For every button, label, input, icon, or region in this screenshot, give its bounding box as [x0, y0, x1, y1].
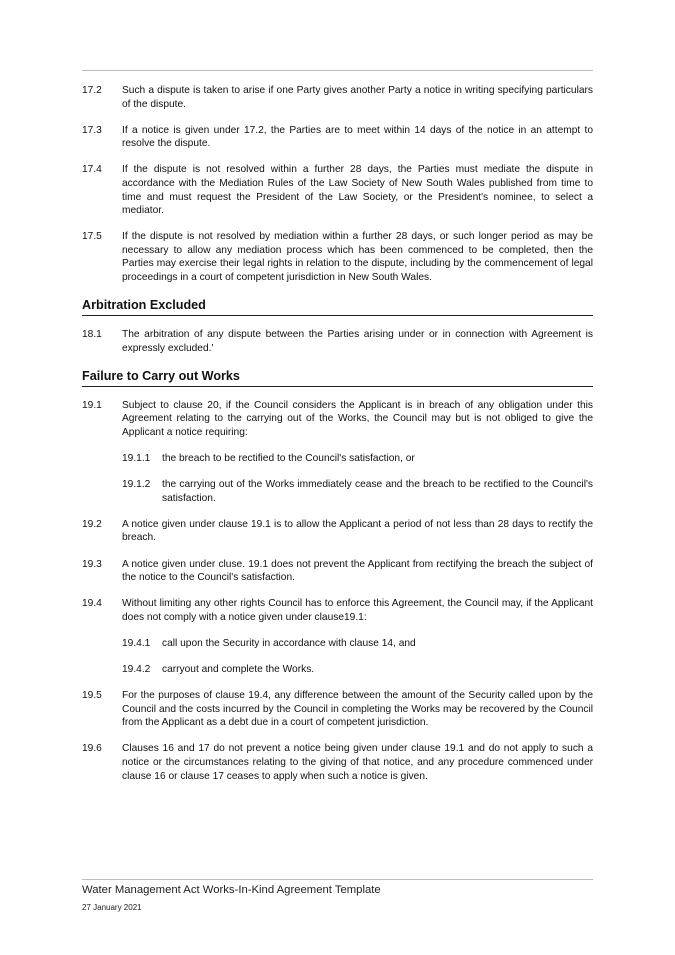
footer-date: 27 January 2021 — [82, 903, 142, 912]
clause-19-6 — [82, 742, 593, 783]
clause-19-4 — [82, 597, 593, 624]
clause-19-1-2 — [82, 478, 593, 505]
clause-text: A notice given under clause 19.1 is to allow the Applicant a period of not less than 28 days to rectify the breach. — [122, 518, 593, 544]
clause-text: Without limiting any other rights Council has to enforce this Agreement, the Council may, if the Applicant does not comply with a notice given under clause19.1: — [122, 598, 593, 623]
clause-19-1 — [82, 399, 593, 440]
clause-number: 19.5 — [82, 690, 102, 702]
subclause-text: the breach to be rectified to the Council's satisfaction, or — [162, 453, 415, 465]
clause-19-2 — [82, 518, 593, 545]
clause-text: If a notice is given under 17.2, the Parties are to meet within 14 days of the notice in an attempt to resolve the dispute. — [122, 124, 593, 150]
subclause-number: 19.4.2 — [122, 664, 151, 676]
clause-text: For the purposes of clause 19.4, any difference between the amount of the Security called upon by the Council and the costs incurred by the Council in completing the Works may be recovered by the Council from the Applicant as a debt due in a court of competent jurisdiction. — [122, 690, 593, 729]
clause-number: 17.3 — [82, 124, 102, 136]
header-rule — [82, 70, 593, 71]
clause-number: 17.4 — [82, 164, 102, 176]
footer-rule — [82, 879, 593, 880]
clause-number: 18.1 — [82, 329, 102, 341]
subclause-text: carryout and complete the Works. — [162, 664, 315, 676]
clause-19-4-1 — [82, 637, 593, 651]
clause-19-1-1 — [82, 452, 593, 466]
clause-number: 19.3 — [82, 558, 102, 570]
clause-text: Such a dispute is taken to arise if one Party gives another Party a notice in writing specifying particulars of the dispute. — [122, 85, 593, 110]
subclause-text: call upon the Security in accordance with clause 14, and — [162, 637, 416, 649]
clause-19-4-2 — [82, 663, 593, 677]
clause-text: Clauses 16 and 17 do not prevent a notice being given under clause 19.1 and do not apply to such a notice or the circumstances relating to the giving of that notice, and any procedure commenced under clause 16 or clause 17 ceases to apply when such a notice is given. — [122, 743, 593, 782]
clause-text: A notice given under cluse. 19.1 does not prevent the Applicant from rectifying the breach the subject of the notice to the Council's satisfaction. — [122, 558, 593, 584]
clause-17-4 — [82, 163, 593, 217]
clause-number: 19.1 — [82, 399, 102, 411]
clause-text: If the dispute is not resolved within a further 28 days, the Parties must mediate the dispute in accordance with the Mediation Rules of the Law Society of New South Wales published from time to time and must request the President of the Law Society, or the President's nominee, to select a mediator. — [122, 164, 593, 217]
clause-17-3 — [82, 124, 593, 151]
clause-number: 19.4 — [82, 598, 102, 610]
section-heading-arbitration: Arbitration Excluded — [82, 297, 593, 316]
clause-17-2 — [82, 84, 593, 111]
document-body — [82, 84, 593, 796]
subclause-text: the carrying out of the Works immediately cease and the breach to be rectified to the Council's satisfaction. — [162, 479, 593, 504]
clause-number: 19.2 — [82, 518, 102, 530]
clause-text: Subject to clause 20, if the Council considers the Applicant is in breach of any obligation under this Agreement relating to the carrying out of the Works, the Council may but is not obliged to give the Applicant a notice requiring: — [122, 399, 593, 438]
clause-text: If the dispute is not resolved by mediation within a further 28 days, or such longer period as may be necessary to allow any mediation process which has been commenced to be completed, then the Parties may exercise their legal rights in relation to the dispute, including by the commencement of legal proceedings in a court of competent jurisdiction in New South Wales. — [122, 231, 593, 284]
clause-17-5 — [82, 230, 593, 284]
subclause-number: 19.4.1 — [122, 637, 151, 649]
clause-18-1 — [82, 328, 593, 355]
footer-document-title: Water Management Act Works-In-Kind Agreement Template — [82, 884, 381, 896]
clause-number: 19.6 — [82, 743, 102, 755]
subclause-number: 19.1.1 — [122, 453, 151, 465]
clause-19-5 — [82, 689, 593, 730]
clause-number: 17.5 — [82, 231, 102, 243]
clause-19-3 — [82, 558, 593, 585]
subclause-number: 19.1.2 — [122, 479, 151, 491]
clause-number: 17.2 — [82, 85, 102, 96]
clause-text: The arbitration of any dispute between the Parties arising under or in connection with Agreement is expressly excluded.' — [122, 329, 593, 354]
section-heading-failure: Failure to Carry out Works — [82, 368, 593, 387]
